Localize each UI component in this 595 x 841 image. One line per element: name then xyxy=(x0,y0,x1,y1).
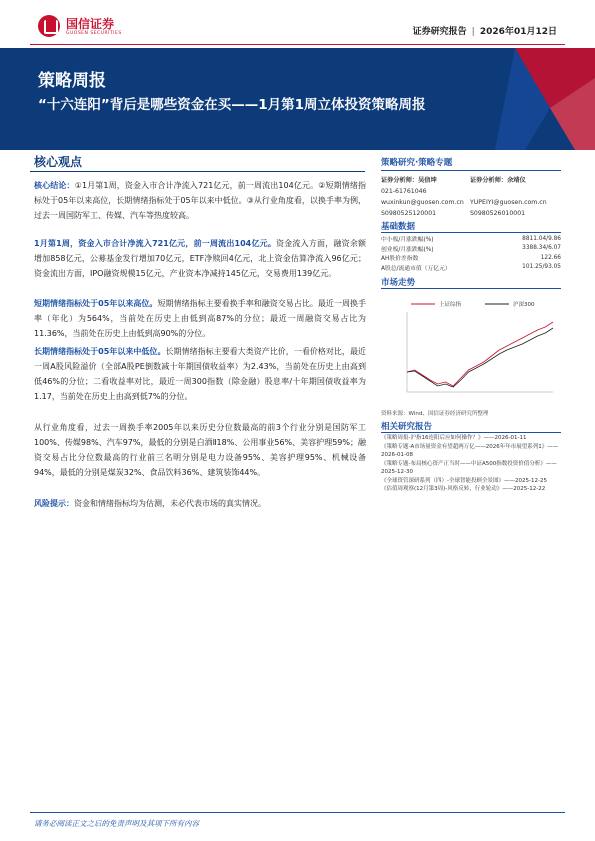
topic-title: 策略研究·策略专题 xyxy=(381,158,453,168)
short-term-text: 短期情绪指标主要看换手率和融资交易占比。最近一周换手率（年化）为564%，当前处在历史上由低到高87%的分位；最近一周融资交易占比为11.36%，当前处在历史上由低到高90%的分位。 xyxy=(34,299,367,338)
flows-label: 1月第1周，资金入市合计净流入721亿元，前一周流出104亿元。 xyxy=(34,239,277,248)
data-value: 122.66 xyxy=(540,254,561,261)
header-divider xyxy=(30,44,565,45)
analyst-2-role: 证券分析师： xyxy=(470,177,508,184)
paragraph-short-term xyxy=(34,296,366,341)
basic-data-title: 基础数据 xyxy=(381,222,416,232)
table-row xyxy=(381,244,561,254)
analyst-1-role: 证券分析师： xyxy=(381,177,419,184)
report-meta xyxy=(413,24,557,37)
related-item[interactable]: 《策略专题-A市场量资金有望超两万亿——2026年年市展望系列1》——2026-01-08 xyxy=(381,443,559,458)
long-term-text: 长期情绪指标主要看大类资产比价，一看价格对比，最近一周A股风险溢价（全部A股PE倒数减十年期国债收益率）为2.43%，当前处在历史上由高到低46%的分位；二看收益率对比，最近一周300指数（除金融）股息率/十年期国债收益率为1.17，当前处在历史上由高到低7%的分位。 xyxy=(34,347,366,401)
topic-divider xyxy=(381,170,561,171)
market-trend-title: 市场走势 xyxy=(381,278,416,288)
series-line-2 xyxy=(407,328,553,387)
analyst-2-email[interactable]: YUPEIYI@guosen.com.cn xyxy=(470,199,547,206)
chart-source: 资料来源：Wind、国信证券经济研究所整理 xyxy=(381,411,489,417)
related-list xyxy=(381,434,566,494)
analyst-1-cert: S0980525120001 xyxy=(381,210,437,217)
analyst-2-cert: S0980526010001 xyxy=(470,210,526,217)
data-value: 101.25/93.05 xyxy=(522,264,561,271)
paragraph-risk xyxy=(34,496,366,511)
separator: | xyxy=(471,27,475,37)
analyst-2-name: 余靖仪 xyxy=(507,177,526,184)
legend-label-1: 上证综指 xyxy=(439,302,462,308)
legend-label-2: 沪深300 xyxy=(513,302,535,308)
short-term-label: 短期情绪指标处于05年以来高位。 xyxy=(34,299,158,308)
related-item[interactable]: 《全球资管深研系列（四）-全球智能投顾全景图》——2025-12-25 xyxy=(381,477,547,484)
related-title: 相关研究报告 xyxy=(381,422,433,432)
industry-text: 从行业角度看，过去一周换手率2005年以来历史分位数最高的前3个行业分别是国防军工100%、传媒98%、汽车97%，最低的分别是白酒Ⅱ18%、公用事业56%、美容护理59%；融资交易占比分位数最高的行业前三名明分别是电力设备95%、美容护理95%、机械设备94%，最低的分别是煤炭32%、食品饮料36%、建筑装饰44%。 xyxy=(34,423,366,477)
report-date: 2026年01月12日 xyxy=(479,27,557,37)
paragraph-industry xyxy=(34,420,366,480)
long-term-label: 长期情绪指标处于05年以来中低位。 xyxy=(34,347,166,356)
table-row xyxy=(381,234,561,244)
footer-divider xyxy=(30,812,565,813)
report-title: “十六连阳”背后是哪些资金在买——1月第1周立体投资策略周报 xyxy=(38,97,426,113)
table-row xyxy=(381,263,561,273)
data-label: 中小板/月涨跌幅(%) xyxy=(381,237,434,244)
analyst-1-phone: 021-61761046 xyxy=(381,188,427,195)
data-label: AH股价差指数 xyxy=(381,256,419,263)
conclusion-text: ①1月第1周，资金入市合计净流入721亿元，前一周流出104亿元。②短期情绪指标处于05年以来高位，长期情绪指标处于05年以来中低位。③从行业角度看，以换手率为例，过去一周国防军工、传媒、汽车等热度较高。 xyxy=(34,181,367,220)
logo-cn-text: 国信证券 xyxy=(66,16,115,31)
basic-data-divider xyxy=(381,232,561,233)
data-label: 创业板/月涨跌幅(%) xyxy=(381,246,434,253)
related-item[interactable]: 《策略周报-沪指16连阳后应如何操作？》——2026-01-11 xyxy=(381,435,527,441)
footer-disclaimer: 请务必阅读正文之后的免责声明及其项下所有内容 xyxy=(34,819,199,828)
report-type: 证券研究报告 xyxy=(412,27,467,37)
market-trend-divider xyxy=(381,288,561,289)
conclusion-label: 核心结论： xyxy=(34,181,75,190)
market-trend-chart xyxy=(381,292,561,404)
series-line-1 xyxy=(407,322,553,386)
logo-en-text: GUOSEN SECURITIES xyxy=(66,30,122,36)
risk-label: 风险提示： xyxy=(34,499,74,508)
analyst-1-email[interactable]: wuxinkun@guosen.com.cn xyxy=(381,199,464,206)
guosen-logo-icon xyxy=(38,15,60,37)
paragraph-flows xyxy=(34,236,366,281)
data-label: A股总/流通市值（万亿元） xyxy=(381,265,451,272)
related-item[interactable]: 《策略专题-布局核心资产正当时——中证A500指数投资价值分析》——2025-12-30 xyxy=(381,460,557,475)
paragraph-conclusion xyxy=(34,178,366,223)
table-row xyxy=(381,253,561,263)
analyst-1-name: 吴信坤 xyxy=(418,177,437,184)
analyst-1 xyxy=(381,175,464,219)
paragraph-long-term xyxy=(34,344,366,404)
brand-logo xyxy=(38,15,122,37)
core-heading: 核心观点 xyxy=(34,155,83,169)
basic-data-table xyxy=(381,234,561,272)
data-value: 8811.04/9.86 xyxy=(522,235,561,242)
report-category: 策略周报 xyxy=(38,71,106,91)
related-divider xyxy=(381,432,561,433)
flows-text: 资金流入方面，融资余额增加858亿元，公募基金发行增加70亿元，ETF净赎回4亿元，北上资金估算净流入96亿元；资金流出方面，IPO融资规模15亿元，产业资本净减持145亿元，交易费用139亿元。 xyxy=(34,239,367,278)
data-value: 3388.34/6.07 xyxy=(522,245,561,252)
risk-text: 资金和情绪指标均为估测，未必代表市场的真实情况。 xyxy=(74,499,266,508)
analyst-2 xyxy=(470,175,547,219)
core-divider xyxy=(30,171,365,172)
related-item[interactable]: 《估值周观察(12月第3周)-风格反转，行业轮动》——2025-12-22 xyxy=(381,486,546,492)
